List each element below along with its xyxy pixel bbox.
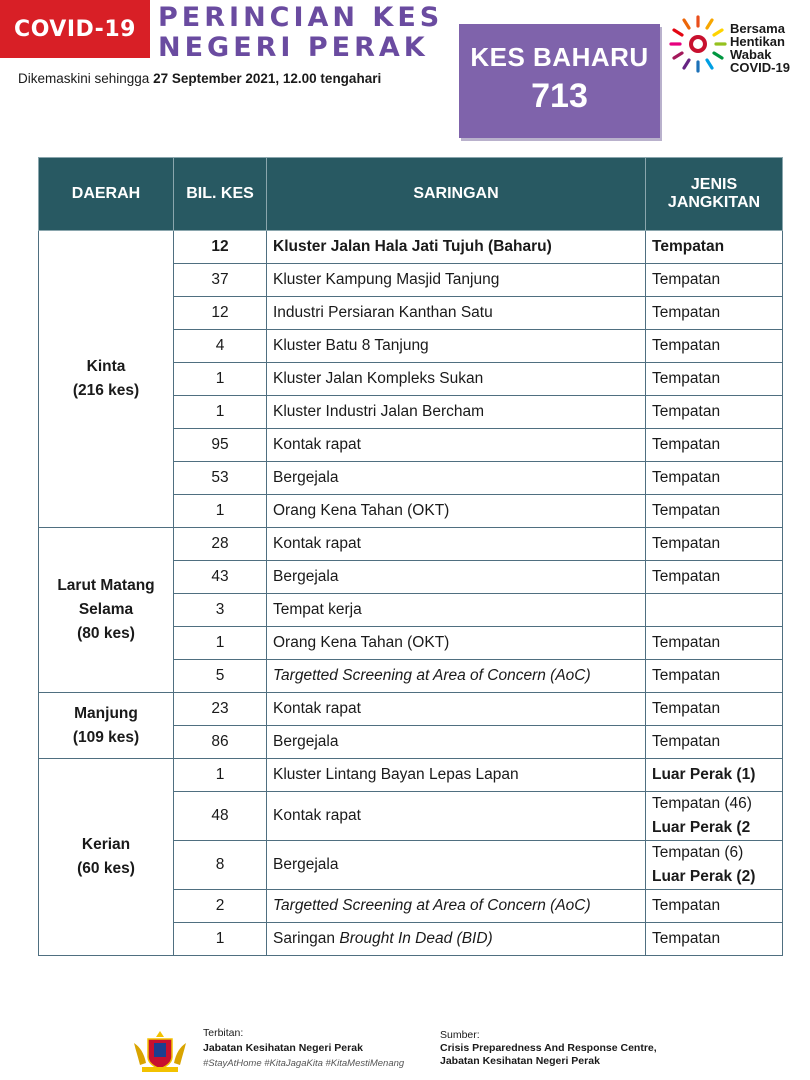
footer-publisher	[203, 1026, 404, 1071]
saringan-cell: Kluster Lintang Bayan Lepas Lapan	[267, 759, 646, 792]
header-jenis-line2: JANGKITAN	[667, 194, 761, 211]
page-title-line1: PERINCIAN KES	[158, 2, 444, 33]
bil-cell: 43	[174, 561, 267, 594]
header-saringan: SARINGAN	[267, 158, 646, 231]
campaign-logo-icon	[668, 14, 728, 74]
bil-cell: 53	[174, 462, 267, 495]
saringan-cell: Kontak rapat	[267, 693, 646, 726]
saringan-cell: Bergejala	[267, 726, 646, 759]
table-row	[39, 759, 783, 792]
source-line1: Crisis Preparedness And Response Centre,	[440, 1042, 657, 1054]
source-line2: Jabatan Kesihatan Negeri Perak	[440, 1055, 600, 1067]
bil-cell: 1	[174, 759, 267, 792]
district-total: (216 kes)	[72, 382, 140, 399]
jenis-cell: Tempatan	[646, 396, 783, 429]
jenis-cell: Tempatan	[646, 923, 783, 956]
new-cases-box	[459, 24, 660, 138]
saringan-prefix: Saringan	[273, 930, 340, 947]
jenis-line2: Luar Perak (2	[652, 819, 751, 836]
case-details-table	[38, 157, 783, 956]
saringan-cell: Kluster Jalan Kompleks Sukan	[267, 363, 646, 396]
updated-date: 27 September 2021, 12.00 tengahari	[153, 71, 382, 86]
jenis-cell: Tempatan	[646, 495, 783, 528]
new-cases-value: 713	[531, 77, 588, 115]
jenis-line2: Luar Perak (2)	[652, 868, 756, 885]
saringan-cell: Kluster Jalan Hala Jati Tujuh (Baharu)	[267, 231, 646, 264]
header-jenis-line1: JENIS	[690, 176, 738, 193]
jenis-cell: Tempatan	[646, 561, 783, 594]
bil-cell: 37	[174, 264, 267, 297]
saringan-cell	[267, 923, 646, 956]
logo-line2: Hentikan	[730, 34, 785, 49]
jenis-line1: Tempatan (6)	[652, 844, 744, 861]
saringan-cell: Kluster Kampung Masjid Tanjung	[267, 264, 646, 297]
source-label: Sumber:	[440, 1029, 480, 1041]
jenis-line1: Tempatan (46)	[652, 795, 752, 812]
bil-cell: 5	[174, 660, 267, 693]
saringan-cell: Kontak rapat	[267, 528, 646, 561]
district-total: (80 kes)	[77, 625, 135, 642]
bil-cell: 1	[174, 627, 267, 660]
header-daerah: DAERAH	[39, 158, 174, 231]
jenis-cell: Tempatan	[646, 264, 783, 297]
bil-cell: 8	[174, 841, 267, 890]
jenis-cell: Tempatan	[646, 231, 783, 264]
new-cases-label: KES BAHARU	[470, 42, 649, 72]
bil-cell: 1	[174, 396, 267, 429]
jenis-cell: Tempatan	[646, 627, 783, 660]
saringan-cell: Orang Kena Tahan (OKT)	[267, 495, 646, 528]
saringan-cell: Tempat kerja	[267, 594, 646, 627]
district-name-line2: Selama	[78, 601, 134, 618]
jenis-cell: Tempatan	[646, 363, 783, 396]
district-total: (109 kes)	[72, 728, 140, 746]
saringan-cell: Targetted Screening at Area of Concern (AoC)	[267, 660, 646, 693]
bil-cell: 2	[174, 890, 267, 923]
district-name-line1: Larut Matang	[57, 577, 155, 594]
jenis-cell	[646, 594, 783, 627]
bil-cell: 86	[174, 726, 267, 759]
bil-cell: 23	[174, 693, 267, 726]
saringan-cell: Kluster Batu 8 Tanjung	[267, 330, 646, 363]
bil-cell: 12	[174, 231, 267, 264]
district-larut-matang-selama	[39, 528, 174, 693]
campaign-logo-text	[730, 22, 790, 74]
district-name: Kerian	[81, 836, 131, 853]
coat-of-arms-icon	[128, 1027, 192, 1075]
footer-source	[440, 1029, 657, 1068]
bil-cell: 95	[174, 429, 267, 462]
district-kinta	[39, 231, 174, 528]
jenis-cell	[646, 841, 783, 890]
table-row	[39, 528, 783, 561]
jenis-cell: Tempatan	[646, 660, 783, 693]
logo-line3: Wabak	[730, 47, 772, 62]
header-bil-kes: BIL. KES	[174, 158, 267, 231]
bil-cell: 3	[174, 594, 267, 627]
logo-line1: Bersama	[730, 21, 785, 36]
jenis-cell: Tempatan	[646, 726, 783, 759]
jenis-cell: Luar Perak (1)	[646, 759, 783, 792]
district-manjung	[39, 693, 174, 759]
page-title-line2: NEGERI PERAK	[158, 32, 429, 63]
bil-cell: 1	[174, 363, 267, 396]
jenis-cell: Tempatan	[646, 429, 783, 462]
saringan-cell: Kontak rapat	[267, 792, 646, 841]
bil-cell: 1	[174, 495, 267, 528]
bil-cell: 28	[174, 528, 267, 561]
bil-cell: 1	[174, 923, 267, 956]
jenis-cell: Tempatan	[646, 528, 783, 561]
bil-cell: 4	[174, 330, 267, 363]
covid-badge: COVID-19	[0, 0, 150, 58]
saringan-cell: Orang Kena Tahan (OKT)	[267, 627, 646, 660]
saringan-cell: Kluster Industri Jalan Bercham	[267, 396, 646, 429]
jenis-cell: Tempatan	[646, 330, 783, 363]
saringan-italic: Brought In Dead (BID)	[339, 930, 493, 947]
jenis-cell: Tempatan	[646, 693, 783, 726]
jenis-cell: Tempatan	[646, 297, 783, 330]
hashtags: #StayAtHome #KitaJagaKita #KitaMestiMenang	[203, 1058, 405, 1069]
district-name: Kinta	[86, 358, 126, 375]
saringan-cell: Bergejala	[267, 841, 646, 890]
saringan-cell: Industri Persiaran Kanthan Satu	[267, 297, 646, 330]
table-row	[39, 231, 783, 264]
logo-line4: COVID-19	[730, 60, 790, 75]
jenis-cell: Tempatan	[646, 890, 783, 923]
saringan-cell: Kontak rapat	[267, 429, 646, 462]
publisher-label: Terbitan:	[203, 1027, 244, 1039]
updated-prefix: Dikemaskini sehingga	[18, 71, 154, 86]
district-name: Manjung	[74, 704, 138, 722]
table-row	[39, 693, 783, 726]
bil-cell: 12	[174, 297, 267, 330]
district-kerian	[39, 759, 174, 956]
updated-text	[18, 71, 381, 86]
saringan-cell: Bergejala	[267, 561, 646, 594]
publisher-org: Jabatan Kesihatan Negeri Perak	[203, 1042, 363, 1054]
saringan-cell: Bergejala	[267, 462, 646, 495]
header-jenis-jangkitan	[646, 158, 783, 231]
bil-cell: 48	[174, 792, 267, 841]
saringan-cell: Targetted Screening at Area of Concern (AoC)	[267, 890, 646, 923]
table-header-row	[39, 158, 783, 231]
district-total: (60 kes)	[77, 860, 135, 877]
jenis-cell: Tempatan	[646, 462, 783, 495]
jenis-cell	[646, 792, 783, 841]
